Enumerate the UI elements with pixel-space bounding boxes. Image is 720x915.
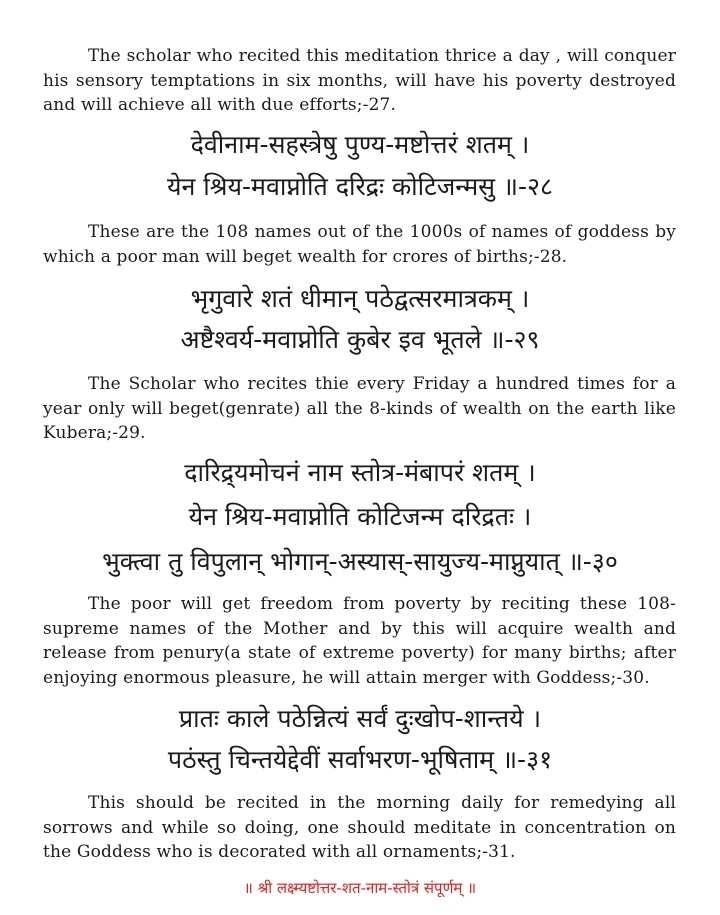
verse-29-line-2: अष्टैश्वर्य-मवाप्नोति कुबेर इव भूतले ॥-२९ (180, 325, 540, 354)
verse-30-line-3: भुक्त्वा तु विपुलान् भोगान्-अस्यास्-सायुज्य-माप्नुयात् ॥-३० (102, 547, 618, 576)
translation-27: The scholar who recited this meditation thrice a day , will conquer his sensory temptations in six months, will have his poverty destroyed and will achieve all with due efforts;-27. (43, 46, 676, 115)
verse-28-line-2: येन श्रिय-मवाप्नोति दरिद्रः कोटिजन्मसु ॥-२८ (166, 172, 553, 201)
translation-28: These are the 108 names out of the 1000s of names of goddess by which a poor man will beget wealth for crores of births;-28. (43, 222, 676, 267)
verse-31-line-2: पठंस्तु चिन्तयेद्देवीं सर्वाभरण-भूषिताम् ॥-३१ (167, 745, 553, 774)
verse-30-line-1: दारिद्र्यमोचनं नाम स्तोत्र-मंबापरं शतम् । (184, 458, 536, 487)
verse-28-line-1: देवीनाम-सहस्त्रेषु पुण्य-मष्टोत्तरं शतम् । (190, 130, 530, 159)
translation-30: The poor will get freedom from poverty by reciting these 108-supreme names of the Mother and by this will acquire wealth and release from penury(a state of extreme poverty) for many births; after enjoying enormous pleasure, he will attain merger with Goddess;-30. (43, 594, 676, 688)
verse-29-line-1: भृगुवारे शतं धीमान् पठेद्वत्सरमात्रकम् । (190, 284, 530, 313)
colophon: ॥ श्री लक्ष्म्यष्टोत्तर-शत-नाम-स्तोत्रं संपूर्णम् ॥ (243, 879, 477, 897)
translation-29: The Scholar who recites thie every Friday a hundred times for a year only will beget(genrate) all the 8-kinds of wealth on the earth like Kubera;-29. (43, 374, 676, 443)
verse-30-line-2: येन श्रिय-मवाप्नोति कोटिजन्म दरिद्रतः । (188, 502, 532, 531)
verse-31-line-1: प्रातः काले पठेन्नित्यं सर्वं दुःखोप-शान्तये । (178, 704, 542, 733)
translation-31: This should be recited in the morning daily for remedying all sorrows and while so doing, one should meditate in concentration on the Goddess who is decorated with all ornaments;-31. (43, 793, 676, 862)
